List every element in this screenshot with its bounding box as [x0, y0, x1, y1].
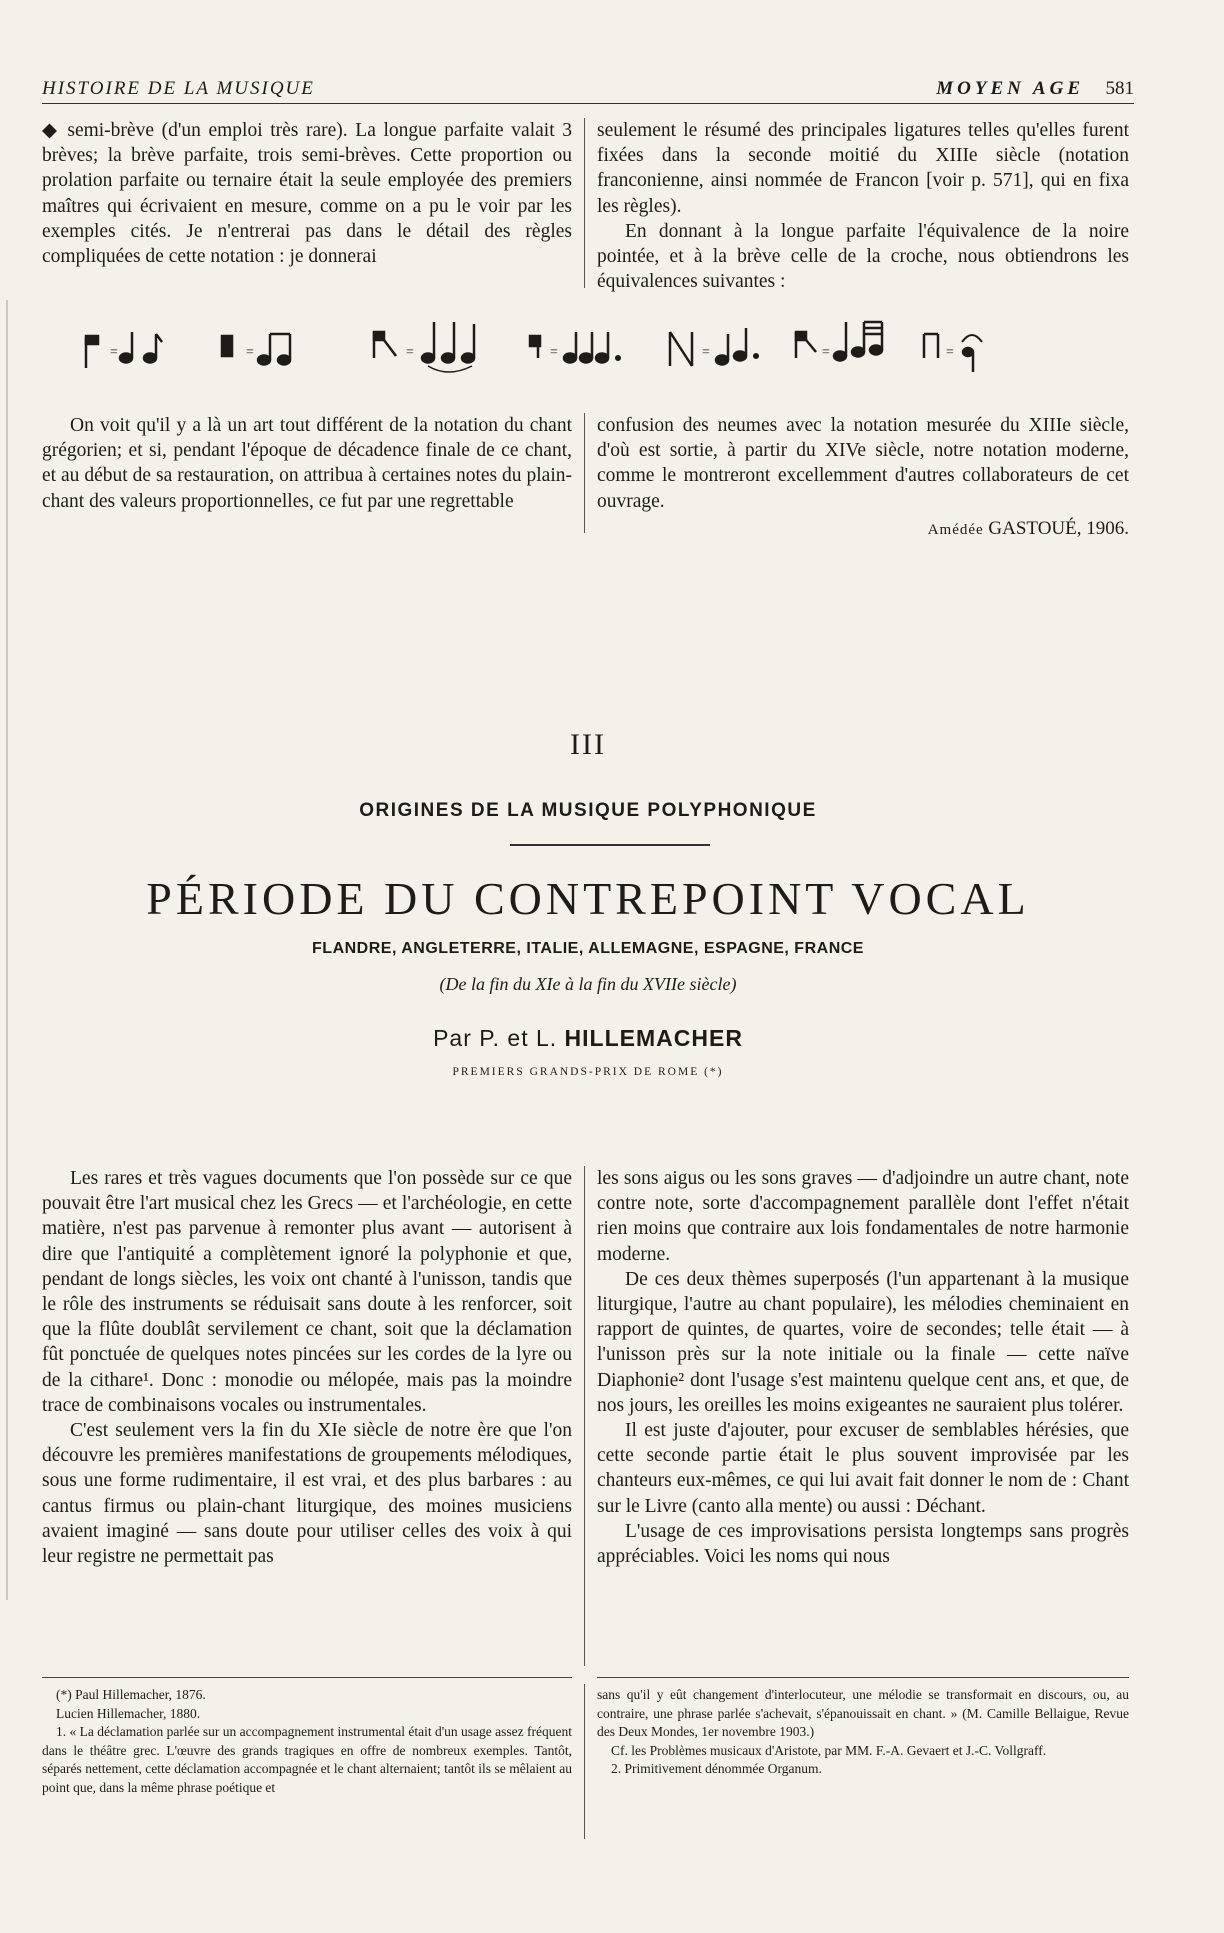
svg-text:=: = — [702, 345, 710, 360]
notation-examples — [76, 318, 1116, 380]
paragraph: De ces deux thèmes superposés (l'un appartenant à la musique liturgique, l'autre au chant populaire), les mélodies cheminaient en rapport de quintes, de quartes, voire de secondes; telle était — à l'unisson près sur la note initiale ou la finale — cette naïve Diaphonie² dont l'usage s'est maintenu quelque cent ans, et que, de nos jours, les oreilles les moins exigeantes ne sauraient plus tolérer. — [597, 1268, 1129, 1416]
ligature-5-notation — [670, 328, 758, 366]
ligature-4-notation — [530, 332, 620, 363]
paragraph: Les rares et très vagues documents que l'on possède sur ce que pouvait être l'art musical chez les Grecs — et l'archéologie, en cette matière, n'est pas parvenue à remonter plus avant — autorisent à dire que l'antiquité a complètement ignoré la polyphonie et que, pendant de longs siècles, les voix ont chanté à l'unisson, tandis que le rôle des instruments se réduisait sans doute à les renforcer, soit que la flûte doublât servilement ce chant, soit que la déclamation fût ponctuée de quelques notes pincées sur les cordes de la lyre ou de la cithare¹. Donc : monodie ou mélopée, mais pas la moindre trace de combinaisons vocales ou instrumentales. — [42, 1168, 572, 1416]
svg-text:=: = — [822, 345, 830, 360]
header-title-left: HISTOIRE DE LA MUSIQUE — [42, 78, 315, 99]
top-right-column — [597, 118, 1129, 294]
paragraph: C'est seulement vers la fin du XIe siècle de notre ère que l'on découvre les premières manifestations de groupements mélodiques, sous une forme rudimentaire, il est vrai, et des plus barbares : au cantus firmus ou plain-chant liturgique, des moines musiciens avaient imaginé — sans doute pour utiliser celles des voix à qui leur registre ne permettait pas — [42, 1420, 572, 1568]
authors-prefix: Par P. et L. — [433, 1025, 558, 1051]
paragraph: L'usage de ces improvisations persista longtemps sans progrès appréciables. Voici les noms qui nous — [597, 1520, 1129, 1568]
paragraph: On voit qu'il y a là un art tout différent de la notation du chant grégorien; et si, pendant l'époque de décadence finale de ce chant, et au début de sa restauration, on attribua à certaines notes du plain-chant des valeurs proportionnelles, ce fut par une regrettable — [42, 415, 572, 512]
footnote-rule — [597, 1677, 1129, 1678]
signature — [597, 516, 1129, 543]
footnotes-left — [42, 1686, 572, 1797]
notation-svg — [76, 318, 1116, 380]
ligature-2-notation — [222, 334, 290, 365]
subtitle-countries: FLANDRE, ANGLETERRE, ITALIE, ALLEMAGNE, ESPAGNE, FRANCE — [312, 940, 864, 957]
body-right-column — [597, 1166, 1129, 1569]
subtitle-dates: (De la fin du XIe à la fin du XVIIe siècle) — [439, 974, 737, 994]
signature-surname: GASTOUÉ, 1906. — [988, 517, 1129, 539]
main-title: PÉRIODE DU CONTREPOINT VOCAL — [146, 873, 1030, 924]
body-left-column — [42, 1166, 572, 1569]
page-edge-shadow — [6, 300, 8, 1600]
footnote: Lucien Hillemacher, 1880. — [56, 1705, 201, 1721]
svg-text:=: = — [406, 345, 414, 360]
ligature-1-notation — [86, 332, 162, 368]
paragraph: confusion des neumes avec la notation mesurée du XIIIe siècle, d'où est sortie, à partir du XIVe siècle, notre notation moderne, comme le montreront excellemment d'autres collaborateurs de cet ouvrage. — [597, 415, 1129, 512]
header-rule — [42, 103, 1134, 104]
authors-line — [42, 1025, 1134, 1052]
authors-name: HILLEMACHER — [564, 1025, 743, 1051]
footnotes-right — [597, 1686, 1129, 1779]
ligature-3-notation — [374, 322, 474, 372]
middle-left-column — [42, 413, 572, 514]
running-header — [42, 78, 1134, 102]
svg-text:=: = — [946, 345, 954, 360]
column-divider — [584, 118, 585, 288]
footnote: 2. Primitivement dénommée Organum. — [611, 1761, 822, 1776]
header-title-right: MOYEN AGE — [936, 78, 1084, 99]
authors-note: PREMIERS GRANDS-PRIX DE ROME (*) — [452, 1066, 724, 1078]
title-rule — [510, 844, 710, 846]
ligature-7-notation — [924, 334, 982, 372]
paragraph: seulement le résumé des principales ligatures telles qu'elles furent fixées dans la seconde moitié du XIIIe siècle (notation franconienne, ainsi nommée de Francon [voir p. 571], qui en fixa les règles). — [597, 120, 1129, 217]
svg-text:=: = — [110, 345, 118, 360]
footnote: (*) Paul Hillemacher, 1876. — [56, 1687, 206, 1702]
footnote: Cf. les Problèmes musicaux d'Aristote, par MM. F.-A. Gevaert et J.-C. Vollgraff. — [611, 1742, 1047, 1758]
column-divider — [584, 413, 585, 533]
paragraph: Il est juste d'ajouter, pour excuser de semblables hérésies, que cette seconde partie était le plus souvent improvisée par les chanteurs eux-mêmes, ce qui lui avait fait donner le nom de : Chant sur le Livre (canto alla mente) ou aussi : Déchant. — [597, 1420, 1129, 1517]
paragraph: ◆ semi-brève (d'un emploi très rare). La longue parfaite valait 3 brèves; la brève parfaite, trois semi-brèves. Cette proportion ou prolation parfaite ou ternaire était la seule employée des premiers maîtres qui écrivaient en mesure, comme on a pu le voir par les exemples cités. Je n'entrerai pas dans le détail des règles compliquées de cette notation : je donnerai — [42, 120, 572, 268]
page-number: 581 — [1105, 78, 1134, 99]
footnote: sans qu'il y eût changement d'interlocuteur, une mélodie se transformait en discours, ou, au contraire, une phrase parlée s'achevait, s'épanouissait en chant. » (M. Camille Bellaigue, Revue des Deux Mondes, 1er novembre 1903.) — [597, 1687, 1129, 1739]
middle-right-column — [597, 413, 1129, 543]
ligature-6-notation — [796, 322, 882, 361]
top-left-column — [42, 118, 572, 269]
column-divider — [584, 1684, 585, 1839]
signature-name: Amédée — [927, 521, 984, 538]
footnote-rule — [42, 1677, 572, 1678]
svg-text:=: = — [550, 345, 558, 360]
paragraph: les sons aigus ou les sons graves — d'adjoindre un autre chant, note contre note, sorte d'accompagnement parallèle dont l'effet n'était rien moins que contraire aux lois fondamentales de notre harmonie moderne. — [597, 1168, 1129, 1265]
footnote: 1. « La déclamation parlée sur un accompagnement instrumental était d'un usage assez fréquent dans le théâtre grec. L'œuvre des grands tragiques en offre de nombreux exemples. Tantôt, séparés nettement, cette déclamation accompagnée et le chant alternaient; tantôt ils se mêlaient au point que, dans la même phrase poétique et — [42, 1724, 572, 1795]
section-title: ORIGINES DE LA MUSIQUE POLYPHONIQUE — [359, 800, 817, 821]
svg-text:=: = — [246, 345, 254, 360]
paragraph: En donnant à la longue parfaite l'équivalence de la noire pointée, et à la brève celle de la croche, nous obtiendrons les équivalences suivantes : — [597, 220, 1129, 293]
section-number: III — [570, 728, 606, 761]
column-divider — [584, 1166, 585, 1666]
